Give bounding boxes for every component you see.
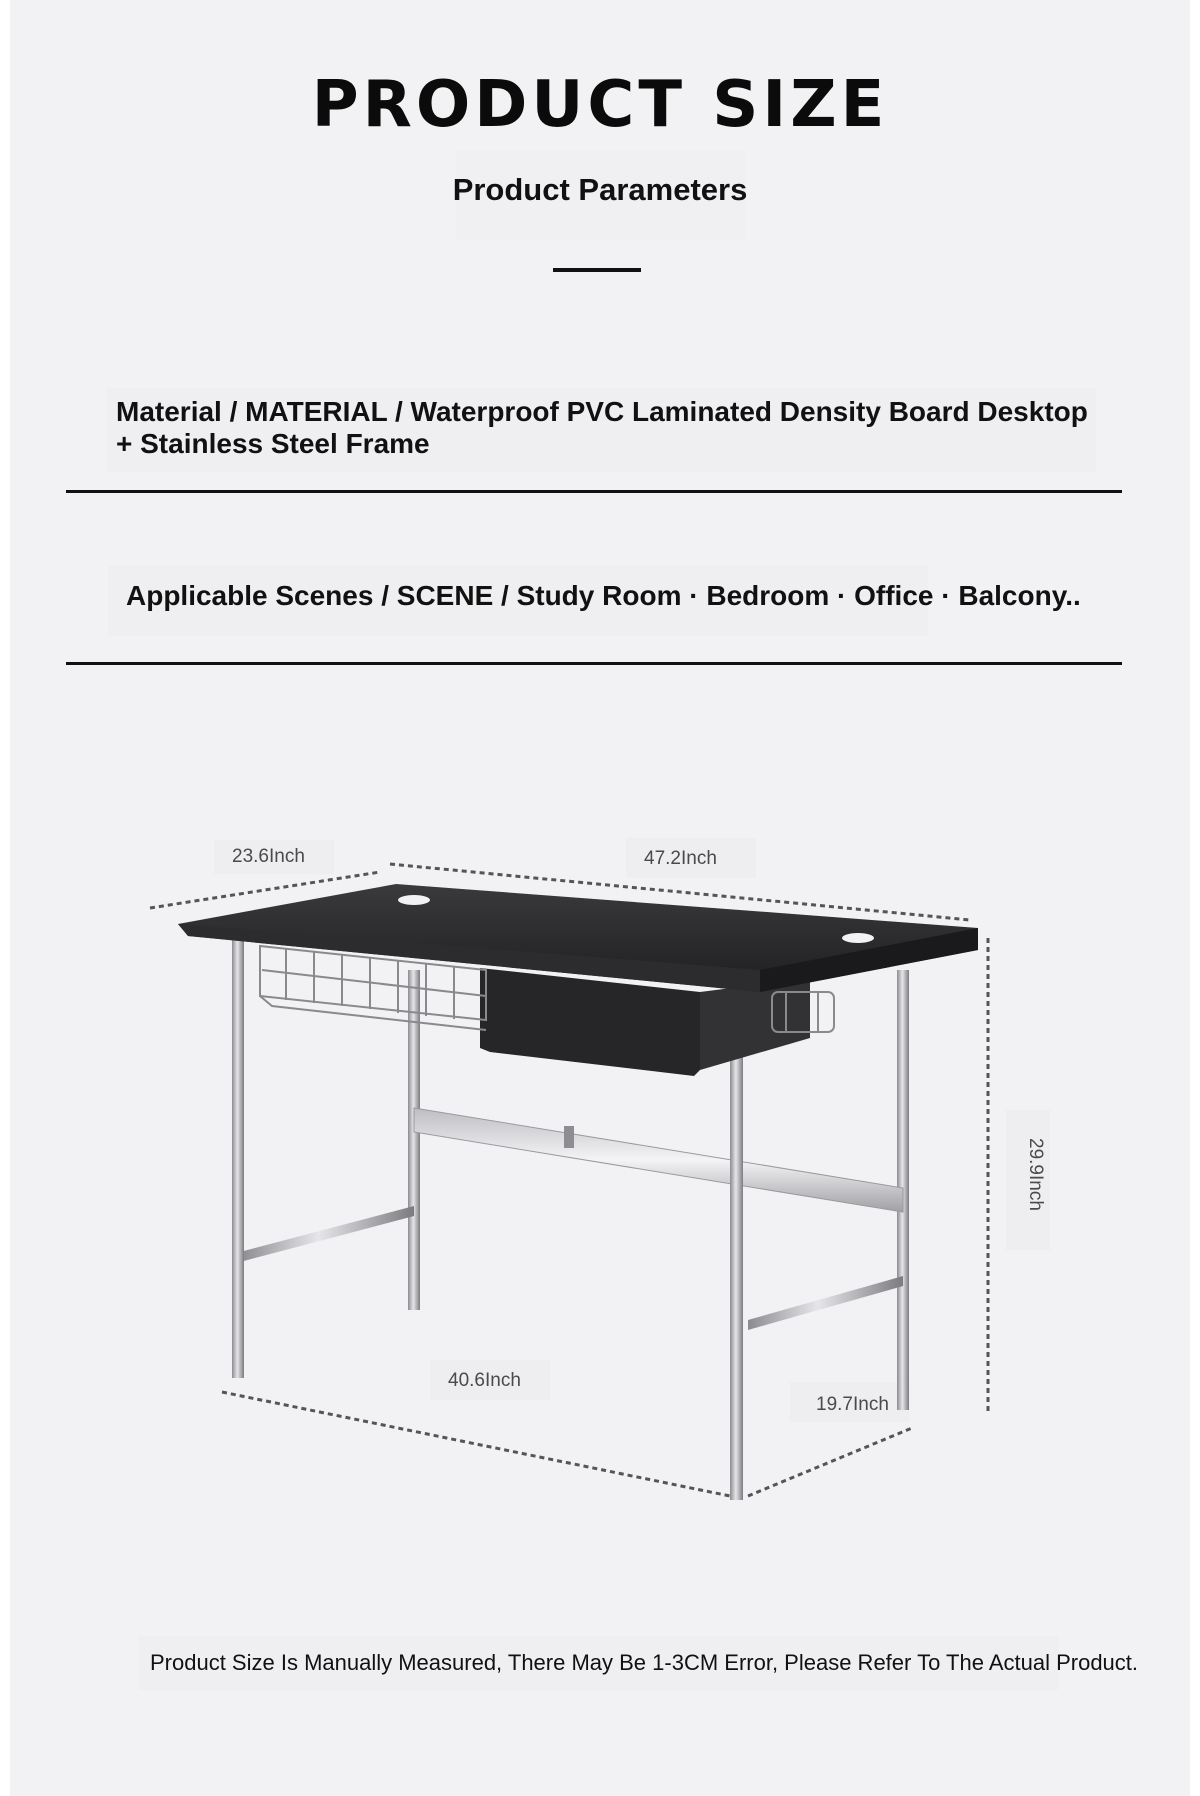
scene-parameter: Applicable Scenes / SCENE / Study Room · Bedroom · Office · Balcony.. — [126, 580, 1081, 611]
material-divider — [66, 490, 1122, 493]
right-side-stretcher — [748, 1276, 903, 1330]
front-right-leg — [730, 990, 743, 1500]
page-subtitle: Product Parameters — [452, 172, 748, 207]
bottom-depth-label: 19.7Inch — [816, 1394, 889, 1415]
top-width-label: 47.2Inch — [644, 848, 717, 869]
drawer-front — [480, 968, 700, 1076]
height-label: 29.9Inch — [1025, 1138, 1046, 1211]
bottom-depth-dim-line — [748, 1428, 912, 1496]
back-crossbar — [414, 1108, 903, 1212]
crossbar-clip — [564, 1126, 574, 1148]
material-line-2: + Stainless Steel Frame — [116, 428, 430, 459]
left-side-stretcher — [240, 1206, 414, 1262]
material-parameter — [116, 396, 1088, 460]
front-left-leg — [232, 938, 244, 1378]
top-depth-label: 23.6Inch — [232, 846, 305, 867]
title-divider — [553, 268, 641, 272]
product-size-page — [10, 0, 1190, 1796]
scene-divider — [66, 662, 1122, 665]
bottom-width-label: 40.6Inch — [448, 1370, 521, 1391]
cable-hole-left — [398, 895, 430, 905]
material-line-1: Material / MATERIAL / Waterproof PVC Laminated Density Board Desktop — [116, 396, 1088, 427]
cable-hole-right — [842, 933, 874, 943]
bottom-width-dim-line — [222, 1392, 730, 1496]
measurement-note: Product Size Is Manually Measured, There May Be 1-3CM Error, Please Refer To The Actual Product. — [150, 1650, 1139, 1675]
desk-dimension-diagram — [10, 820, 1190, 1520]
page-title: PRODUCT SIZE — [311, 68, 889, 142]
